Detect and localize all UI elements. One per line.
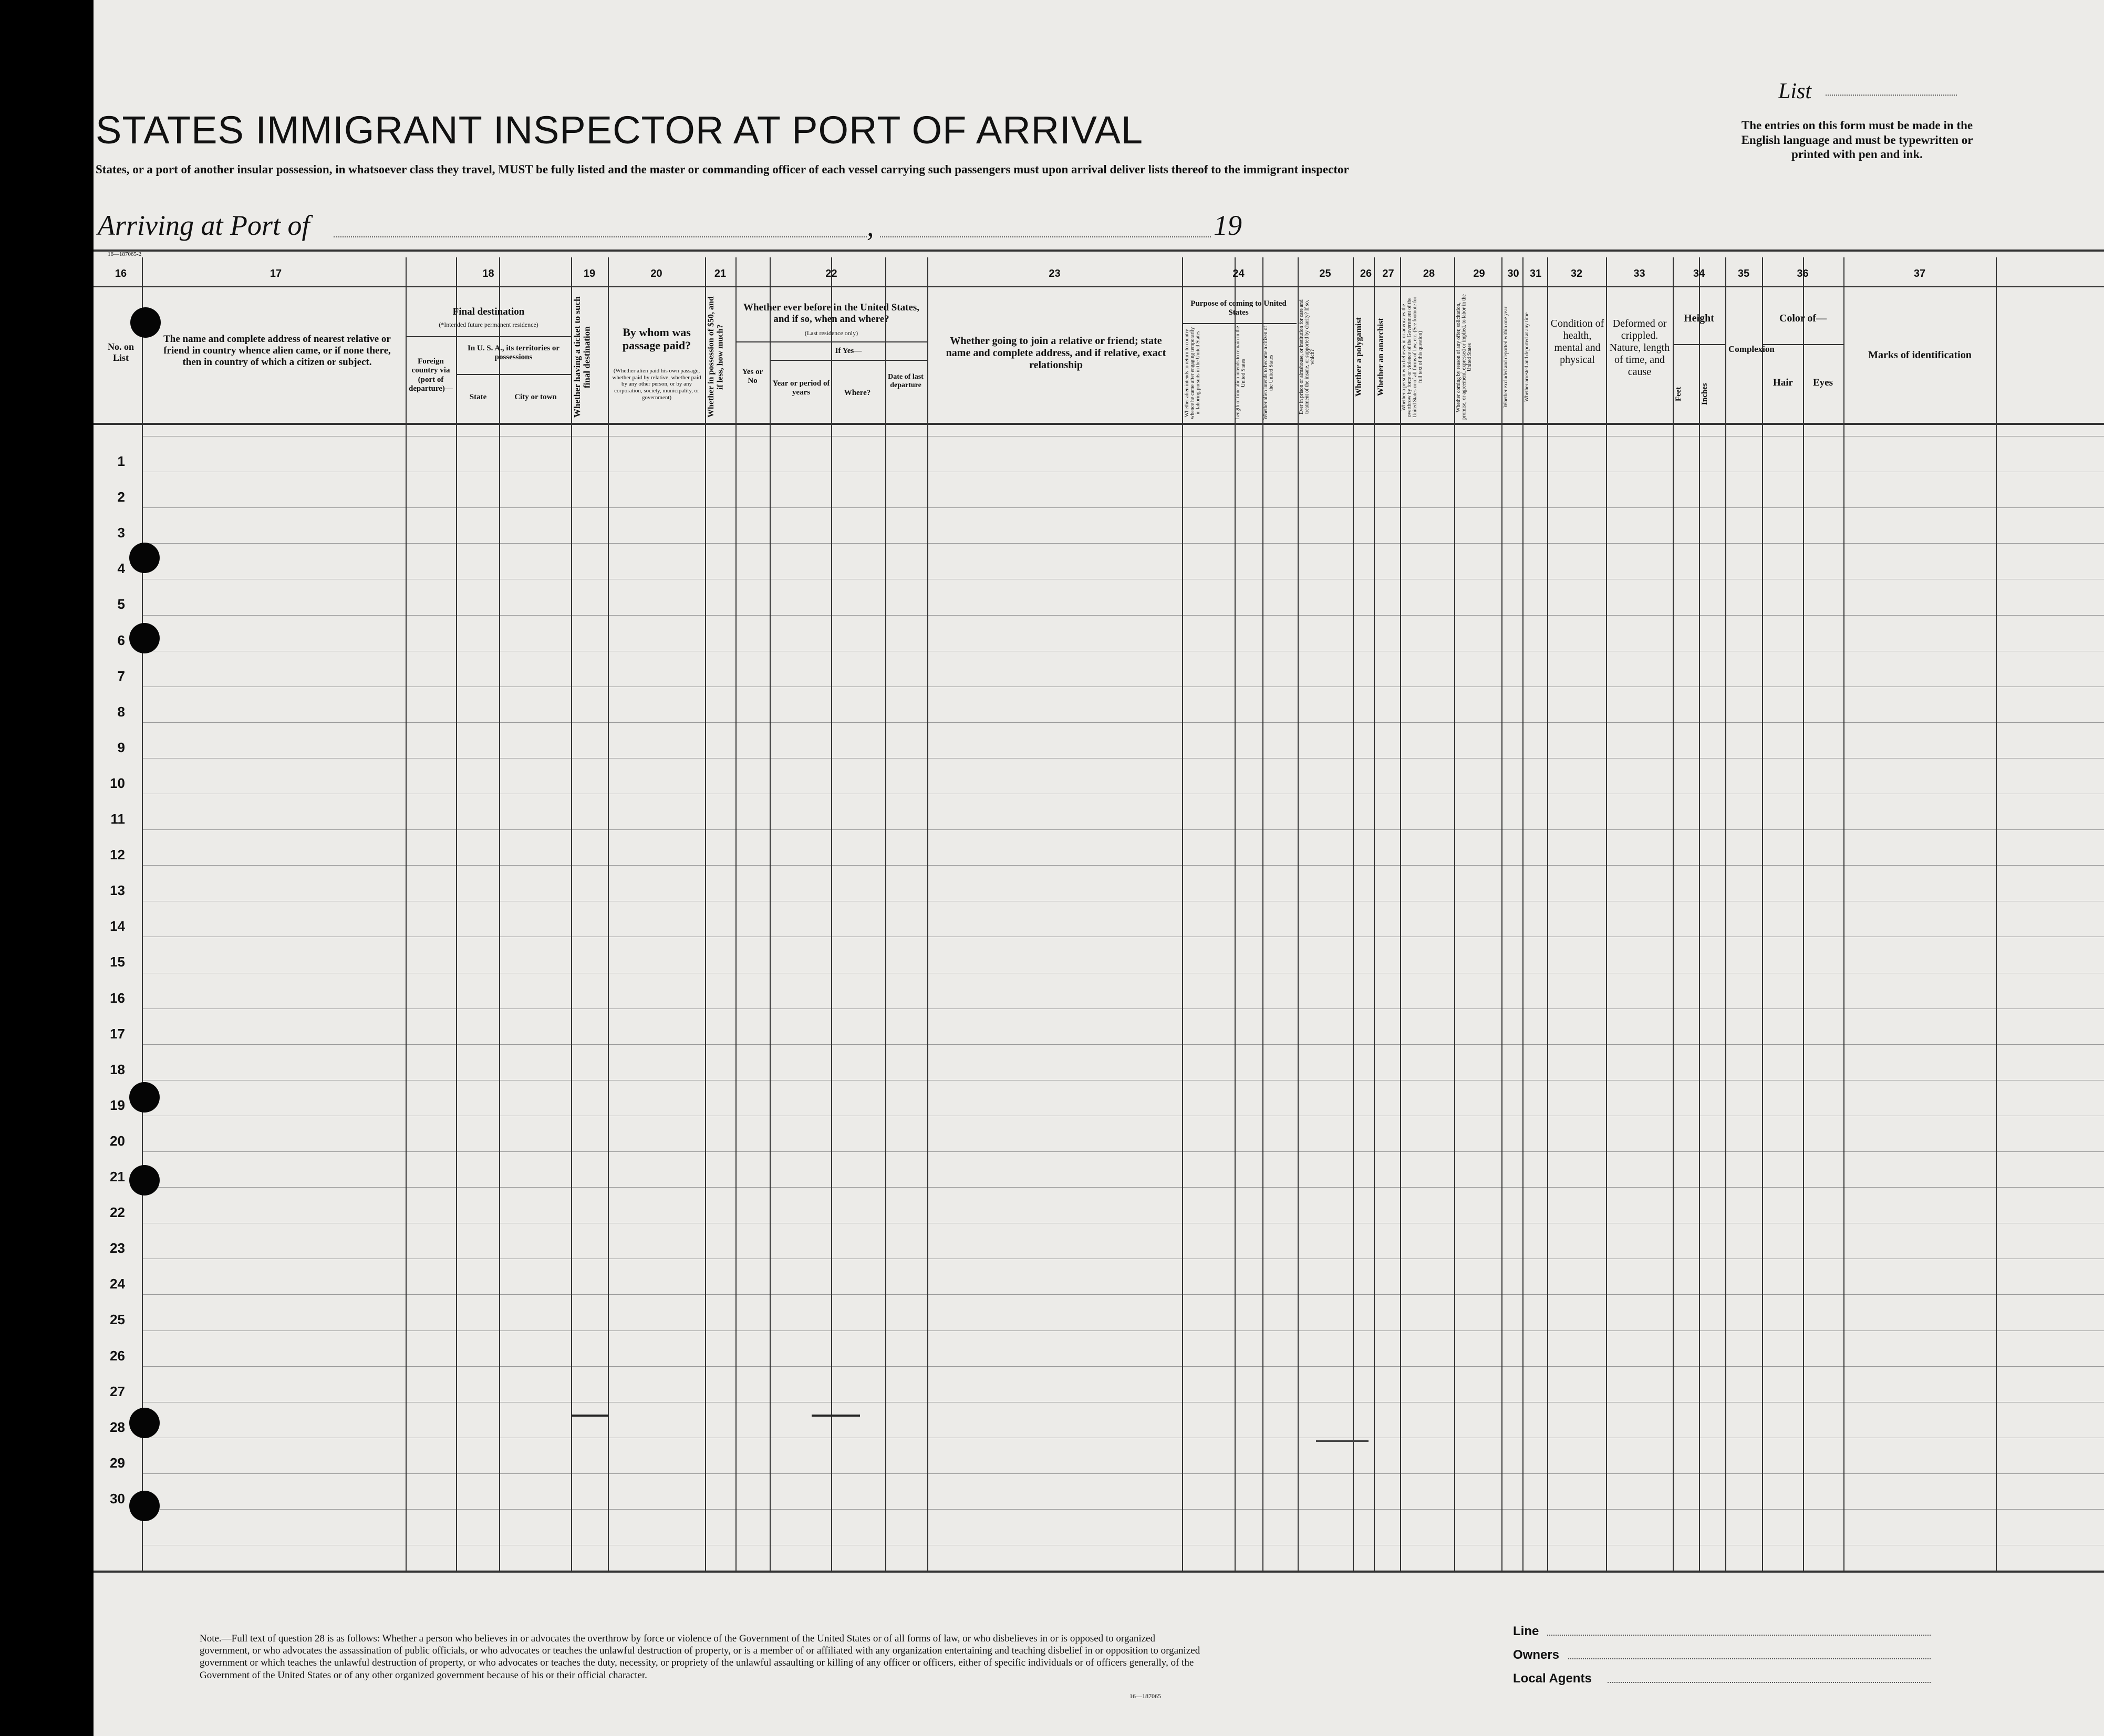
col-22-divider	[735, 341, 927, 342]
column-divider	[1725, 257, 1726, 1571]
column-divider	[1699, 257, 1700, 1571]
footnote: Note.—Full text of question 28 is as follows: Whether a person who believes in or advocates the overthrow by force or violence of the Government of the United States or of all forms of law, or who disbelieves in or is opposed to organized government, or who advocates the assassination of public officials, or who advocates or teaches the unlawful destruction of property, or is a member of or affiliated with any organization entertaining and teaching disbelief in or opposition to organized government or which teaches the unlawful destruction of property, or who advocates or teaches the duty, necessity, or propriety of the unlawful assaulting or killing of any officer or officers, either of specific individuals or of officers generally, of the Government of the United States or of any other organized government because of his or their official character.	[200, 1633, 1200, 1681]
column-divider	[1673, 257, 1674, 1571]
col-18-usa: In U. S. A., its territories or possessions	[468, 344, 559, 362]
col-num-31: 31	[1529, 268, 1542, 279]
col-22-subheader: (Last residence only)	[804, 329, 858, 337]
column-divider	[1353, 257, 1354, 1571]
row-number: 25	[110, 1312, 125, 1327]
row-number: 6	[117, 632, 125, 648]
row-number: 26	[110, 1348, 125, 1364]
punch-hole	[129, 1408, 160, 1438]
row-number: 16	[110, 990, 125, 1006]
row-number: 29	[110, 1455, 125, 1471]
row-rule	[142, 507, 2104, 508]
col-18-usa-divider	[456, 374, 571, 375]
pen-mark	[812, 1415, 860, 1417]
row-number: 9	[117, 740, 125, 755]
row-number: 21	[110, 1169, 125, 1184]
row-rule	[142, 1151, 2104, 1152]
column-divider	[456, 257, 457, 1571]
row-rule	[142, 722, 2104, 723]
col-num-33: 33	[1633, 268, 1645, 279]
col-24-a: Whether alien intends to return to country whence he came after engaging temporarily in laboring pursuits in the United States	[1184, 327, 1201, 419]
row-rule	[142, 1366, 2104, 1367]
row-rule	[142, 1473, 2104, 1474]
col-num-18: 18	[482, 268, 494, 279]
col-17-header: The name and complete address of nearest relative or friend in country whence alien came, or if none there, then in country of which a citizen or subject.	[163, 334, 391, 368]
col-num-26: 26	[1360, 268, 1372, 279]
column-divider	[1606, 257, 1607, 1571]
local-agents-label: Local Agents	[1513, 1671, 1592, 1686]
local-agents-blank	[1608, 1682, 1931, 1683]
col-36-hair: Hair	[1773, 377, 1793, 388]
col-22-yes-no: Yes or No	[742, 368, 763, 386]
col-num-29: 29	[1473, 268, 1485, 279]
col-16-header: No. on List	[107, 341, 134, 363]
col-22-if-yes: If Yes—	[835, 347, 862, 355]
row-number: 13	[110, 882, 125, 898]
punch-hole	[129, 1491, 160, 1521]
row-rule	[142, 1294, 2104, 1295]
col-24-divider	[1182, 323, 1297, 324]
col-num-20: 20	[650, 268, 662, 279]
col-18-subheader: (*Intended future permanent residence)	[439, 321, 538, 328]
col-num-17: 17	[270, 268, 282, 279]
col-num-36: 36	[1797, 268, 1809, 279]
col-34-divider	[1673, 344, 1725, 345]
col-24-b: Length of time alien intends to remain in the United States	[1235, 326, 1247, 420]
row-number: 7	[117, 668, 125, 684]
col-34-inches: Inches	[1701, 383, 1709, 405]
row-number: 1	[117, 453, 125, 469]
col-num-16: 16	[115, 268, 127, 279]
line-label: Line	[1513, 1624, 1539, 1638]
row-number: 10	[110, 775, 125, 791]
row-number: 23	[110, 1240, 125, 1256]
column-divider	[1298, 257, 1299, 1571]
col-18-state: State	[469, 393, 487, 401]
col-num-23: 23	[1049, 268, 1061, 279]
col-36-header: Color of—	[1779, 313, 1827, 324]
column-divider	[1803, 257, 1804, 1571]
form-paper	[94, 0, 2104, 1736]
column-divider	[927, 257, 928, 1571]
pen-mark	[572, 1415, 608, 1417]
column-divider	[406, 257, 407, 1571]
col-29-header: Whether coming by reason of any offer, solicitation, promise, or agreement, expressed or implied, to labor in the United States	[1456, 294, 1473, 420]
col-30-header: Whether excluded and deported within one year	[1503, 306, 1509, 408]
page-title: STATES IMMIGRANT INSPECTOR AT PORT OF ARRIVAL	[96, 108, 1144, 152]
col-19-header: Whether having a ticket to such final destination	[572, 296, 592, 418]
row-number: 20	[110, 1133, 125, 1149]
row-number: 24	[110, 1276, 125, 1292]
col-36-eyes: Eyes	[1813, 377, 1833, 388]
col-24-header: Purpose of coming to United States	[1190, 299, 1287, 317]
column-divider	[770, 257, 771, 1571]
date-blank	[880, 236, 1211, 237]
punch-hole	[129, 1165, 160, 1196]
column-divider	[1454, 257, 1455, 1571]
col-21-header: Whether in possession of $50, and if less, how much?	[707, 296, 725, 418]
row-number: 22	[110, 1204, 125, 1220]
col-num-35: 35	[1737, 268, 1750, 279]
row-rule	[142, 615, 2104, 616]
punch-hole	[129, 623, 160, 653]
row-number: 14	[110, 918, 125, 934]
column-divider	[1996, 257, 1997, 1571]
column-divider	[608, 257, 609, 1571]
punch-hole	[129, 1082, 160, 1113]
col-num-25: 25	[1319, 268, 1331, 279]
form-code: 16—187065-2	[108, 251, 142, 257]
col-num-19: 19	[583, 268, 596, 279]
col-18-foreign: Foreign country via (port of departure)—	[409, 357, 453, 393]
entries-note: The entries on this form must be made in the English language and must be typewritten or printed with pen and ink.	[1741, 119, 1973, 161]
col-22-header: Whether ever before in the United States, and if so, when and where?	[743, 302, 920, 325]
column-divider	[1547, 257, 1548, 1571]
col-num-34: 34	[1693, 268, 1705, 279]
col-22-date: Date of last departure	[888, 373, 924, 390]
row-number: 19	[110, 1097, 125, 1113]
owners-blank	[1568, 1658, 1931, 1659]
column-divider	[571, 257, 572, 1571]
column-divider	[1762, 257, 1763, 1571]
comma: ,	[867, 211, 874, 242]
page-subtitle: States, or a port of another insular possession, in whatsoever class they travel, MUST be fully listed and the master or commanding officer of each vessel carrying such passengers must upon arrival deliver lists thereof to the immigrant inspector	[96, 163, 1349, 176]
column-divider	[1262, 257, 1263, 1571]
row-number: 3	[117, 525, 125, 540]
row-number: 2	[117, 489, 125, 505]
col-num-22: 22	[825, 268, 837, 279]
column-divider	[885, 257, 886, 1571]
col-18-city: City or town	[514, 393, 557, 401]
row-number: 8	[117, 704, 125, 720]
table-top-rule	[94, 250, 2104, 252]
row-rule	[142, 1187, 2104, 1188]
col-20-header: By whom was passage paid?	[622, 326, 691, 352]
col-37-header: Marks of identification	[1868, 349, 1972, 361]
row-number: 28	[110, 1419, 125, 1435]
header-bottom-rule	[94, 423, 2104, 425]
col-31-header: Whether arrested and deported at any time	[1524, 313, 1530, 402]
col-20-subheader: (Whether alien paid his own passage, whether paid by relative, whether paid by any other person, or by any corporation, society, municipality, or government)	[612, 368, 701, 401]
col-26-header: Whether a polygamist	[1354, 317, 1363, 397]
row-number: 11	[110, 811, 125, 827]
column-divider	[1522, 257, 1523, 1571]
column-divider	[831, 257, 832, 1571]
column-divider	[705, 257, 706, 1571]
col-num-32: 32	[1570, 268, 1583, 279]
year-prefix: 19	[1214, 210, 1242, 241]
col-num-28: 28	[1423, 268, 1435, 279]
col-23-header: Whether going to join a relative or friend; state name and complete address, and if relative, exact relationship	[946, 335, 1166, 371]
row-rule	[142, 1330, 2104, 1331]
col-34-header: Height	[1684, 313, 1714, 324]
column-divider	[1374, 257, 1375, 1571]
col-num-21: 21	[714, 268, 727, 279]
column-divider	[1843, 257, 1844, 1571]
row-rule	[142, 865, 2104, 866]
port-blank	[334, 236, 867, 237]
row-number: 15	[110, 954, 125, 970]
arriving-label: Arriving at Port of	[98, 210, 310, 241]
col-18-header: Final destination	[452, 306, 525, 317]
row-rule	[142, 829, 2104, 830]
column-divider	[1400, 257, 1401, 1571]
col-28-header: Whether a person who believes in or advocates the overthrow by force or violence of the Government of the United States or of all forms of law, etc. (See footnote for full text of this question)	[1401, 296, 1424, 418]
punch-hole	[129, 543, 160, 573]
col-num-30: 30	[1507, 268, 1519, 279]
row-number: 18	[110, 1062, 125, 1077]
line-blank	[1547, 1635, 1931, 1636]
col-33-header: Deformed or crippled. Nature, length of time, and cause	[1609, 318, 1670, 378]
col-22-where: Where?	[844, 389, 871, 397]
list-blank	[1826, 95, 1957, 96]
row-number: 27	[110, 1384, 125, 1399]
column-divider	[1182, 257, 1183, 1571]
row-rule	[142, 1509, 2104, 1510]
col-36-divider	[1762, 344, 1843, 345]
column-divider	[142, 257, 143, 1571]
row-rule	[142, 1044, 2104, 1045]
col-35-header: Complexion	[1728, 344, 1775, 354]
col-num-37: 37	[1913, 268, 1926, 279]
col-32-header: Condition of health, mental and physical	[1550, 318, 1604, 366]
table-bottom-rule	[94, 1571, 2104, 1573]
col-num-24: 24	[1232, 268, 1245, 279]
footer-code: 16—187065	[1129, 1692, 1161, 1700]
col-num-27: 27	[1382, 268, 1394, 279]
col-27-header: Whether an anarchist	[1376, 318, 1385, 397]
colnum-rule	[94, 286, 2104, 287]
row-number: 30	[110, 1491, 125, 1506]
row-number: 12	[110, 847, 125, 862]
col-18-divider	[406, 336, 571, 337]
owners-label: Owners	[1513, 1648, 1560, 1662]
pen-mark	[1316, 1440, 1369, 1442]
list-label: List	[1778, 79, 1812, 103]
col-22-ifyes-divider	[770, 360, 927, 361]
col-25-header: Ever in prison or almshouse, or institution for care and treatment of the insane, or supported by charity? If so, which?	[1299, 299, 1315, 415]
column-divider	[735, 257, 737, 1571]
row-number: 4	[117, 560, 125, 576]
col-24-c: Whether alien intends to become a citizen of the United States	[1263, 326, 1274, 420]
column-divider	[499, 257, 500, 1571]
col-22-year: Year or period of years	[772, 379, 830, 397]
row-number: 17	[110, 1026, 125, 1042]
row-number: 5	[117, 596, 125, 612]
column-divider	[1501, 257, 1502, 1571]
col-34-feet: Feet	[1674, 387, 1683, 401]
punch-hole	[130, 307, 161, 338]
column-divider	[1235, 257, 1236, 1571]
row-rule	[142, 543, 2104, 544]
